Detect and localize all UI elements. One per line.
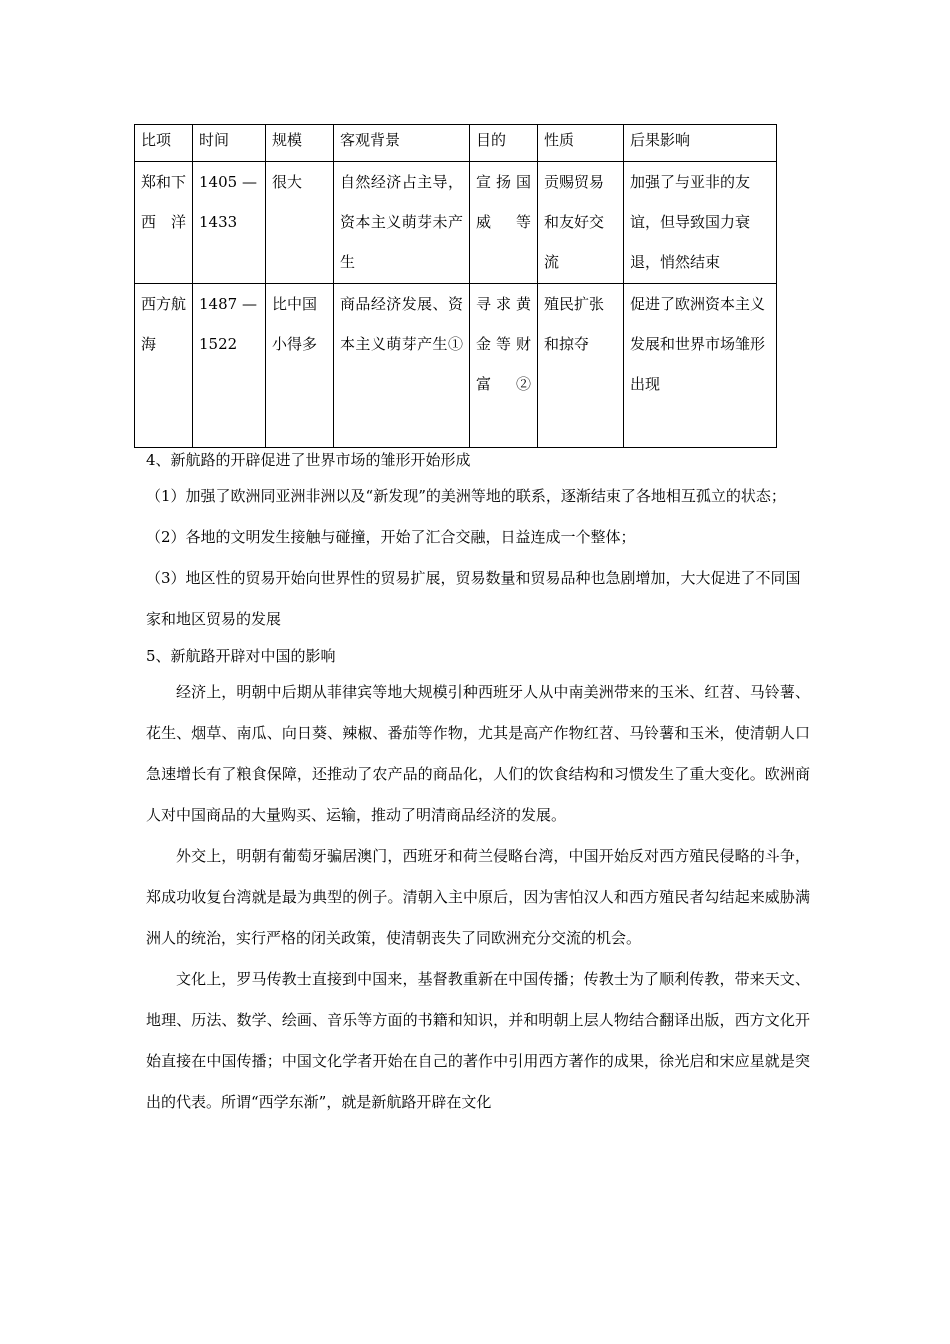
table-cell: 加强了与亚非的友谊，但导致国力衰退，悄然结束 [624,162,777,284]
table-cell: 寻求黄金等财富② [470,284,538,448]
section-5-heading: 5、新航路开辟对中国的影响 [146,647,336,665]
body-text [146,444,810,1123]
table-cell: 商品经济发展、资本主义萌芽产生① [334,284,470,448]
header-cell: 时间 [193,125,266,162]
table-cell: 宣扬国威等 [470,162,538,284]
table-cell: 贡赐贸易和友好交流 [538,162,624,284]
list-item: （2）各地的文明发生接触与碰撞，开始了汇合交融，日益连成一个整体； [146,528,636,546]
table-cell: 1405 —1433 [193,162,266,284]
header-cell: 目的 [470,125,538,162]
table-row [135,284,777,448]
section-4-heading: 4、新航路的开辟促进了世界市场的雏形开始形成 [146,451,471,469]
table-cell: 促进了欧洲资本主义发展和世界市场雏形出现 [624,284,777,448]
header-cell: 后果影响 [624,125,777,162]
comparison-table [134,124,777,448]
paragraph-culture: 文化上，罗马传教士直接到中国来，基督教重新在中国传播；传教士为了顺利传教，带来天文、地理、历法、数学、绘画、音乐等方面的书籍和知识，并和明朝上层人物结合翻译出版，西方文化开始直接在中国传播；中国文化学者开始在自己的著作中引用西方著作的成果，徐光启和宋应星就是突出的代表。所谓“西学东渐”，就是新航路开辟在文化 [146,970,810,1111]
header-cell: 比项 [135,125,193,162]
table-cell: 自然经济占主导，资本主义萌芽未产生 [334,162,470,284]
table-cell: 比中国小得多 [266,284,334,448]
table-cell: 殖民扩张和掠夺 [538,284,624,448]
header-cell: 性质 [538,125,624,162]
table-cell: 郑和下西洋 [135,162,193,284]
table-row [135,162,777,284]
header-cell: 规模 [266,125,334,162]
list-item: （3）地区性的贸易开始向世界性的贸易扩展，贸易数量和贸易品种也急剧增加，大大促进了不同国家和地区贸易的发展 [146,569,801,628]
table-cell: 西方航海 [135,284,193,448]
paragraph-diplomacy: 外交上，明朝有葡萄牙骗居澳门，西班牙和荷兰侵略台湾，中国开始反对西方殖民侵略的斗争，郑成功收复台湾就是最为典型的例子。清朝入主中原后，因为害怕汉人和西方殖民者勾结起来威胁满洲人的统治，实行严格的闭关政策，使清朝丧失了同欧洲充分交流的机会。 [146,847,810,947]
header-cell: 客观背景 [334,125,470,162]
table-header-row [135,125,777,162]
table-cell: 1487 —1522 [193,284,266,448]
paragraph-economy: 经济上，明朝中后期从菲律宾等地大规模引种西班牙人从中南美洲带来的玉米、红苕、马铃薯、花生、烟草、南瓜、向日葵、辣椒、番茄等作物，尤其是高产作物红苕、马铃薯和玉米，使清朝人口急速增长有了粮食保障，还推动了农产品的商品化，人们的饮食结构和习惯发生了重大变化。欧洲商人对中国商品的大量购买、运输，推动了明清商品经济的发展。 [146,683,810,824]
list-item: （1）加强了欧洲同亚洲非洲以及“新发现”的美洲等地的联系，逐渐结束了各地相互孤立的状态； [146,487,786,505]
table-cell: 很大 [266,162,334,284]
